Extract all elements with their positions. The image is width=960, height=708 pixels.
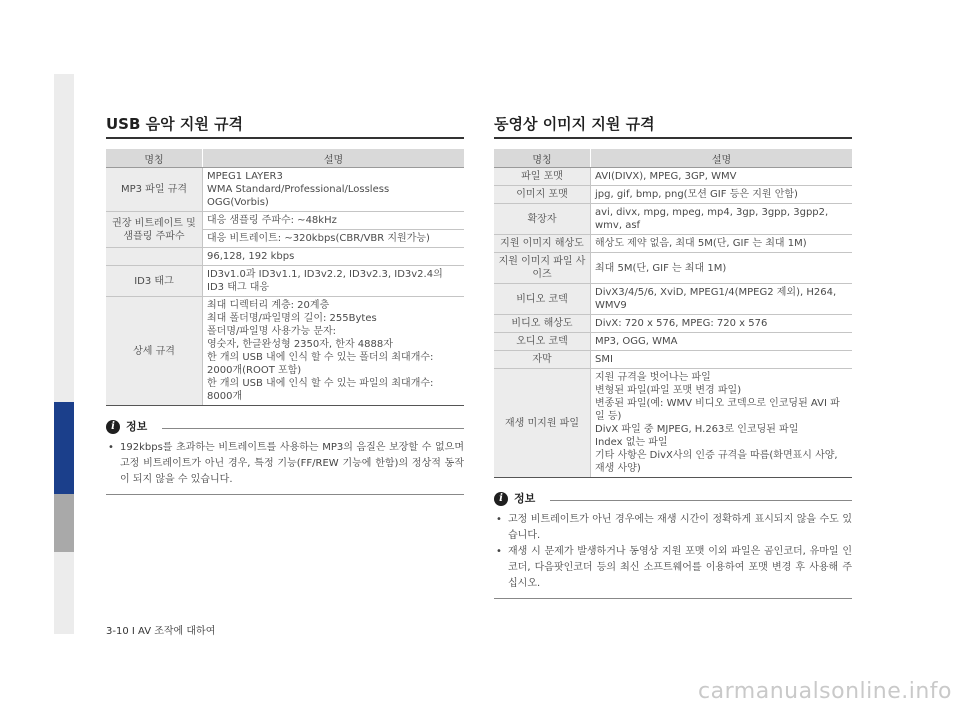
row-name: 재생 미지원 파일 [494,369,591,478]
desc-line: 지원 규격을 벗어나는 파일 [595,372,711,383]
header-desc: 설명 [203,149,465,168]
table-header [494,149,852,168]
note-bottom-rule [494,598,852,599]
row-name: ID3 태그 [106,266,203,297]
row-name: MP3 파일 규격 [106,168,203,212]
desc-line: MPEG1 LAYER3 [207,171,283,182]
row-name: 파일 포맷 [494,168,591,186]
table-row [494,369,852,478]
note-title: 정보 [126,420,148,433]
row-name: 확장자 [494,204,591,235]
watermark: carmanualsonline.info [698,679,952,704]
section-title: 동영상 이미지 지원 규격 [494,114,852,139]
row-desc: 대응 샘플링 주파수: ~48kHz [203,212,465,230]
note-item: • 고정 비트레이트가 아닌 경우에는 재생 시간이 정확하게 표시되지 않을 수도 있습니다. [494,512,852,544]
table-row [106,168,464,212]
table-row [494,186,852,204]
note-list [106,440,464,488]
note-header [494,492,852,508]
page-footer: 3-10 I AV 조작에 대하여 [106,626,216,637]
table-header [106,149,464,168]
row-name: 오디오 코덱 [494,333,591,351]
row-name: 이미지 포맷 [494,186,591,204]
row-desc: AVI(DIVX), MPEG, 3GP, WMV [591,168,853,186]
note-item: • 192kbps를 초과하는 비트레이트를 사용하는 MP3의 음질은 보장할 수 없으며 고정 비트레이트가 아닌 경우, 특정 기능(FF/REW 기능에 한함)의 정상적 동작이 되지 않을 수 있습니다. [106,440,464,488]
desc-line: 한 개의 USB 내에 인식 할 수 있는 파일의 최대개수: 8000개 [207,378,434,402]
section-title: USB 음악 지원 규격 [106,114,464,139]
row-name-empty [106,248,203,266]
header-name: 명칭 [494,149,591,168]
header-name: 명칭 [106,149,203,168]
row-desc: ID3v1.0과 ID3v1.1, ID3v2.2, ID3v2.3, ID3v2.4의 ID3 태그 대응 [203,266,465,297]
row-desc: 96,128, 192 kbps [203,248,465,266]
header-desc: 설명 [591,149,853,168]
row-name: 비디오 해상도 [494,315,591,333]
desc-line: 변형된 파일(파일 포맷 변경 파일) [595,385,742,396]
video-image-section [494,114,852,599]
row-desc: DivX3/4/5/6, XviD, MPEG1/4(MPEG2 제외), H264, WMV9 [591,284,853,315]
table-row [494,351,852,369]
note-header [106,420,464,436]
row-name: 자막 [494,351,591,369]
row-desc: 대응 비트레이트: ~320kbps(CBR/VBR 지원가능) [203,230,465,248]
row-desc: jpg, gif, bmp, png(모션 GIF 등은 지원 안함) [591,186,853,204]
row-name: 지원 이미지 해상도 [494,235,591,253]
info-note [106,420,464,495]
row-name: 권장 비트레이트 및 샘플링 주파수 [106,212,203,248]
side-tab-active [54,402,74,494]
row-name: 상세 규격 [106,297,203,406]
info-icon: i [494,492,508,506]
table-row [106,248,464,266]
table-row [494,333,852,351]
row-desc [203,297,465,406]
desc-line: WMA Standard/Professional/Lossless [207,184,390,195]
row-desc [203,168,465,212]
row-name: 지원 이미지 파일 사이즈 [494,253,591,284]
note-item: • 재생 시 문제가 발생하거나 동영상 지원 포맷 이외 파일은 곰인코더, 유마일 인코더, 다음팟인코더 등의 최신 소프트웨어를 이용하여 포맷 변경 후 사용해 주십시오. [494,544,852,592]
table-row [494,284,852,315]
row-desc: SMI [591,351,853,369]
side-tab-gray [54,494,74,552]
table-row [106,266,464,297]
info-icon: i [106,420,120,434]
row-desc: 최대 5M(단, GIF 는 최대 1M) [591,253,853,284]
desc-line: 최대 폴더명/파일명의 길이: 255Bytes [207,313,377,324]
row-desc: DivX: 720 x 576, MPEG: 720 x 576 [591,315,853,333]
desc-line: 최대 디렉터리 계층: 20계층 [207,300,330,311]
note-bottom-rule [106,494,464,495]
note-title: 정보 [514,492,536,505]
note-divider [550,500,852,501]
desc-line: DivX 파일 중 MJPEG, H.263로 인코딩된 파일 [595,424,799,435]
table-row [106,297,464,406]
table-row [494,235,852,253]
note-list [494,512,852,592]
table-row [494,253,852,284]
row-desc: MP3, OGG, WMA [591,333,853,351]
video-image-spec-table [494,149,852,478]
row-desc [591,369,853,478]
usb-music-spec-table [106,149,464,406]
row-desc: avi, divx, mpg, mpeg, mp4, 3gp, 3gpp, 3gpp2, wmv, asf [591,204,853,235]
desc-line: 영숫자, 한글완성형 2350자, 한자 4888자 [207,339,393,350]
desc-line: 변종된 파일(예: WMV 비디오 코덱으로 인코딩된 AVI 파일 등) [595,398,840,422]
desc-line: 기타 사항은 DivX사의 인증 규격을 따름(화면표시 사양, 재생 사양) [595,450,838,474]
row-desc: 해상도 제약 없음, 최대 5M(단, GIF 는 최대 1M) [591,235,853,253]
table-row [494,315,852,333]
table-row [106,212,464,230]
desc-line: Index 없는 파일 [595,437,668,448]
info-note [494,492,852,599]
desc-line: OGG(Vorbis) [207,197,269,208]
desc-line: 폴더명/파일명 사용가능 문자: [207,326,337,337]
note-divider [162,428,464,429]
table-row [494,168,852,186]
row-name: 비디오 코덱 [494,284,591,315]
table-row [494,204,852,235]
desc-line: 한 개의 USB 내에 인식 할 수 있는 폴더의 최대개수: 2000개(ROOT 포함) [207,352,434,376]
usb-music-section [106,114,464,495]
